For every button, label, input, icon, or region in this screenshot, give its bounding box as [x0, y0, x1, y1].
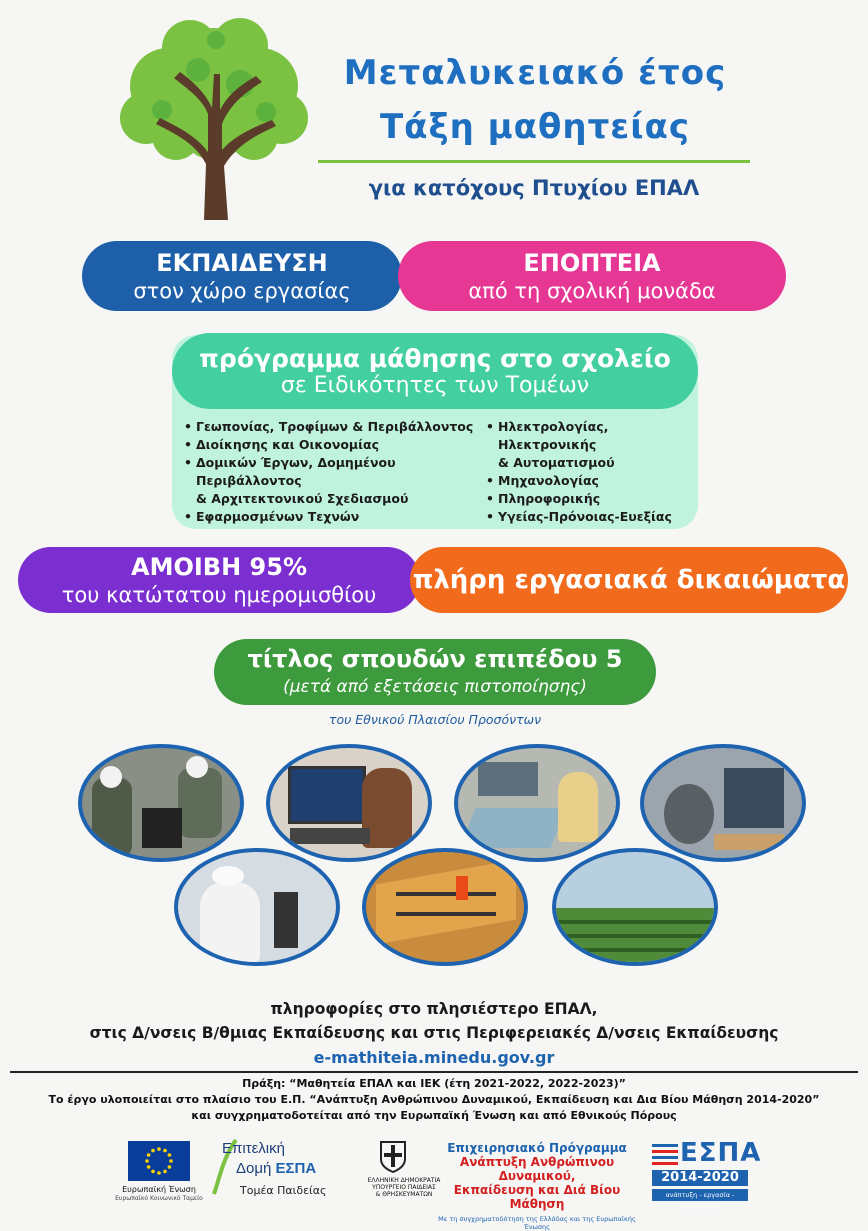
- title-line-2: Τάξη μαθητείας: [379, 107, 690, 147]
- info-line-1: πληροφορίες στο πλησιέστερο ΕΠΑΛ,: [270, 1000, 598, 1018]
- diploma-pill-title: τίτλος σπουδών επιπέδου 5: [247, 644, 623, 673]
- espa-flag-icon: [652, 1142, 678, 1166]
- pay-pill: [18, 547, 420, 613]
- op-line-1: Επιχειρησιακό Πρόγραμμα: [447, 1141, 627, 1155]
- edespa-logo: [210, 1136, 350, 1202]
- eu-flag-icon: [128, 1141, 190, 1181]
- footer-divider: [10, 1071, 858, 1073]
- sector-item: • Υγείας-Πρόνοιας-Ευεξίας: [486, 508, 696, 526]
- sector-item: • Διοίκησης και Οικονομίας: [184, 436, 494, 454]
- supervision-pill-text: από τη σχολική μονάδα: [468, 278, 716, 303]
- eu-subtitle: Ευρωπαϊκό Κοινωνικό Ταμείο: [115, 1195, 203, 1202]
- rights-pill-title: πλήρη εργασιακά δικαιώματα: [412, 564, 846, 595]
- diploma-pill-text: (μετά από εξετάσεις πιστοποίησης): [283, 676, 587, 697]
- sector-item: • Πληροφορικής: [486, 490, 696, 508]
- header-divider: [318, 160, 750, 163]
- design-office-photo: [454, 744, 620, 862]
- computer-work-photo: [266, 744, 432, 862]
- sectors-list-left: [184, 418, 494, 526]
- sector-item-continuation: & Αρχιτεκτονικού Σχεδιασμού: [196, 491, 409, 506]
- sector-item-continuation: & Αυτοματισμού: [498, 455, 615, 470]
- footer-line-3: και συγχρηματοδοτείται από την Ευρωπαϊκή Ένωση και από Εθνικούς Πόρους: [191, 1109, 677, 1122]
- program-pill-title: πρόγραμμα μάθησης στο σχολείο: [199, 343, 671, 373]
- vineyard-photo: [552, 848, 718, 966]
- diploma-pill: [214, 639, 656, 705]
- sectors-list-right: [486, 418, 696, 526]
- espa-logo-text: ΕΣΠΑ: [680, 1138, 762, 1168]
- nqf-note: του Εθνικού Πλαισίου Προσόντων: [328, 712, 542, 727]
- supervision-pill-title: ΕΠΟΠΤΕΙΑ: [523, 248, 661, 277]
- eu-logo-text: [114, 1185, 204, 1203]
- edespa-text-2b: ΕΣΠΑ: [275, 1160, 317, 1177]
- sector-item: • Ηλεκτρολογίας, Ηλεκτρονικής: [486, 418, 696, 454]
- training-pill: [82, 241, 402, 311]
- sector-item: • Γεωπονίας, Τροφίμων & Περιβάλλοντος: [184, 418, 494, 436]
- program-pill-text: σε Ειδικότητες των Τομέων: [280, 372, 590, 398]
- op-line-4: Με τη συγχρηματοδότηση της Ελλάδας και της Ευρωπαϊκής Ένωσης: [438, 1215, 636, 1231]
- edespa-text-2a: Δομή: [236, 1160, 276, 1177]
- sector-item: • Εφαρμοσμένων Τεχνών: [184, 508, 494, 526]
- footer-line-2: Το έργο υλοποιείται στο πλαίσιο του Ε.Π. “Ανάπτυξη Ανθρώπινου Δυναμικού, Εκπαίδευση και Δια Βίου Μάθηση 2014-2020”: [48, 1093, 820, 1106]
- eu-title: Ευρωπαϊκή Ένωση: [122, 1185, 196, 1194]
- technicians-photo: [78, 744, 244, 862]
- ministry-line-1: ΕΛΛΗΝΙΚΗ ΔΗΜΟΚΡΑΤΙΑ: [367, 1177, 441, 1184]
- footer-line-1: Πράξη: “Μαθητεία ΕΠΑΛ και ΙΕΚ (έτη 2021-2022, 2022-2023)”: [242, 1077, 626, 1090]
- operational-programme-logo: [432, 1141, 642, 1231]
- espa-tagline: ανάπτυξη - εργασία - αλληλεγγύη: [652, 1189, 748, 1201]
- espa-years: 2014-2020: [652, 1170, 748, 1186]
- sector-item: • Δομικών Έργων, Δομημένου Περιβάλλοντος: [184, 454, 494, 490]
- op-line-3: Εκπαίδευση και Διά Βίου Μάθηση: [453, 1183, 621, 1211]
- edespa-text-1: Επιτελική: [222, 1140, 285, 1157]
- tree-logo-icon: [116, 14, 312, 220]
- title-line-1: Μεταλυκειακό έτος: [343, 53, 727, 93]
- subtitle: για κατόχους Πτυχίου ΕΠΑΛ: [368, 176, 700, 200]
- laboratory-photo: [174, 848, 340, 966]
- ministry-line-3: & ΘΡΗΣΚΕΥΜΑΤΩΝ: [375, 1191, 433, 1198]
- edespa-text-3: Τομέα Παιδείας: [240, 1184, 327, 1197]
- sector-item: • Μηχανολογίας: [486, 472, 696, 490]
- ministry-line-2: ΥΠΟΥΡΓΕΙΟ ΠΑΙΔΕΙΑΣ: [372, 1184, 436, 1191]
- pay-pill-title: ΑΜΟΙΒΗ 95%: [131, 552, 307, 581]
- supervision-pill: [398, 241, 786, 311]
- greek-emblem-icon: [378, 1139, 408, 1173]
- info-line-2: στις Δ/νσεις Β/θμιας Εκπαίδευσης και στις Περιφερειακές Δ/νσεις Εκπαίδευσης: [89, 1024, 779, 1042]
- edespa-text-2: [236, 1160, 316, 1177]
- website-link[interactable]: e-mathiteia.minedu.gov.gr: [313, 1048, 555, 1067]
- construction-site-photo: [362, 848, 528, 966]
- training-pill-text: στον χώρο εργασίας: [133, 278, 351, 303]
- pay-pill-text: του κατώτατου ημερομισθίου: [61, 582, 377, 607]
- mechanic-workshop-photo: [640, 744, 806, 862]
- rights-pill: [410, 547, 848, 613]
- op-line-2: Ανάπτυξη Ανθρώπινου Δυναμικού,: [459, 1155, 615, 1183]
- program-pill: [172, 333, 698, 409]
- training-pill-title: ΕΚΠΑΙΔΕΥΣΗ: [156, 248, 328, 277]
